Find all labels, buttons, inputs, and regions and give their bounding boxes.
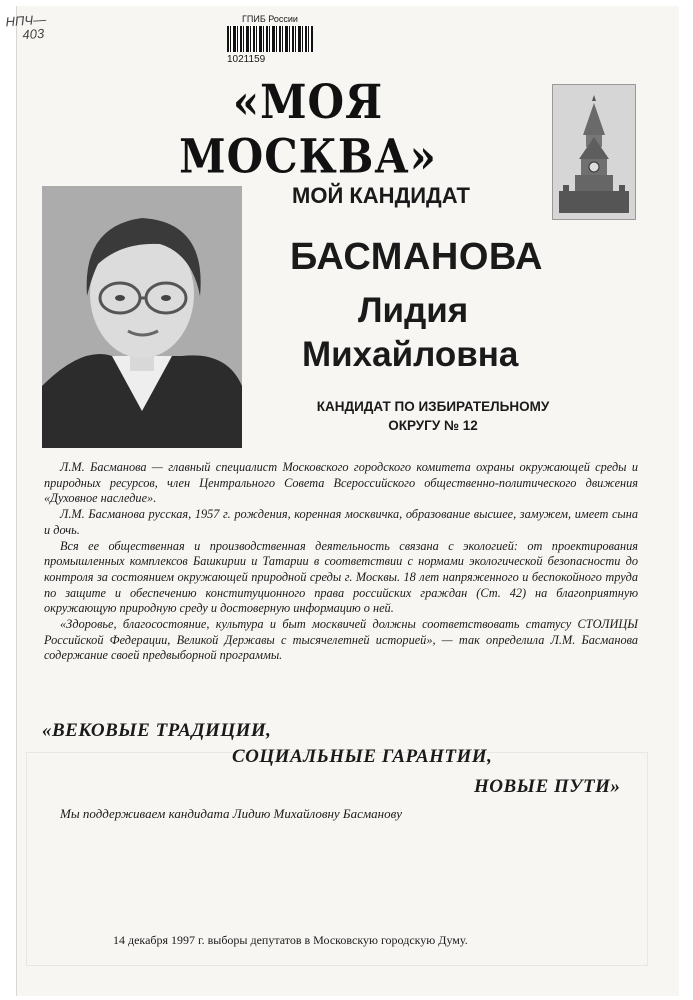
candidate-heading: МОЙ КАНДИДАТ — [292, 183, 470, 208]
candidate-portrait — [42, 186, 242, 448]
district-line1: КАНДИДАТ ПО ИЗБИРАТЕЛЬНОМУ — [316, 399, 550, 414]
candidate-patronymic: Михайловна — [302, 335, 519, 374]
archive-code — [5, 13, 47, 44]
candidate-surname: БАСМАНОВА — [290, 236, 543, 278]
bio-paragraph-2: Л.М. Басманова русская, 1957 г. рождения, коренная москвичка, образование высшее, замужем, имеет сына и дочь. — [44, 507, 638, 537]
slogan-line-1: «ВЕКОВЫЕ ТРАДИЦИИ, — [42, 720, 272, 741]
candidate-biography — [44, 460, 638, 664]
slogan-line-3: НОВЫЕ ПУТИ» — [474, 776, 621, 797]
district-line2: ОКРУГУ № 12 — [388, 418, 478, 433]
bio-paragraph-1: Л.М. Басманова — главный специалист Московского городского комитета охраны окружающей среды и природных ресурсов, член Центрального Совета Всероссийского общественно-политического движения «Духовное наследие». — [44, 460, 638, 506]
barcode-stripes — [227, 26, 313, 52]
masthead-title: «МОЯ МОСКВА» — [179, 74, 437, 184]
barcode-label: ГПИБ России — [242, 14, 298, 24]
bio-paragraph-4: «Здоровье, благосостояние, культура и быт москвичей должны соответствовать статусу СТОЛИЦЫ Российской Федерации, Великой Державы с тысячелетней историей», — так определила Л.М. Басманова содержание своей предвыборной программы. — [44, 617, 638, 663]
electoral-district — [288, 397, 578, 435]
library-barcode — [227, 14, 313, 65]
barcode-number: 1021159 — [227, 54, 266, 65]
bio-paragraph-3: Вся ее общественная и производственная деятельность связана с экологией: от проектирования промышленных комплексов Башкирии и Татарии в соответствии с нормами экологической безопасности до контроля за состоянием окружающей природной среды г. Москвы. 18 лет напряженного и беспокойного труда по защите и обеспечению конституционного права российских граждан (Ст. 42) на благоприятную окружающую природную среду и достоверную информацию о ней. — [44, 538, 638, 616]
support-statement: Мы поддерживаем кандидата Лидию Михайловну Басманову — [60, 806, 403, 821]
candidate-first-name: Лидия — [358, 291, 469, 330]
archive-code-line1: НПЧ— — [5, 11, 47, 30]
election-date-footer: 14 декабря 1997 г. выборы депутатов в Московскую городскую Думу. — [113, 933, 468, 947]
kremlin-tower-icon — [552, 84, 636, 220]
archive-code-line2: 403 — [21, 25, 45, 43]
slogan-line-2: СОЦИАЛЬНЫЕ ГАРАНТИИ, — [232, 746, 493, 767]
